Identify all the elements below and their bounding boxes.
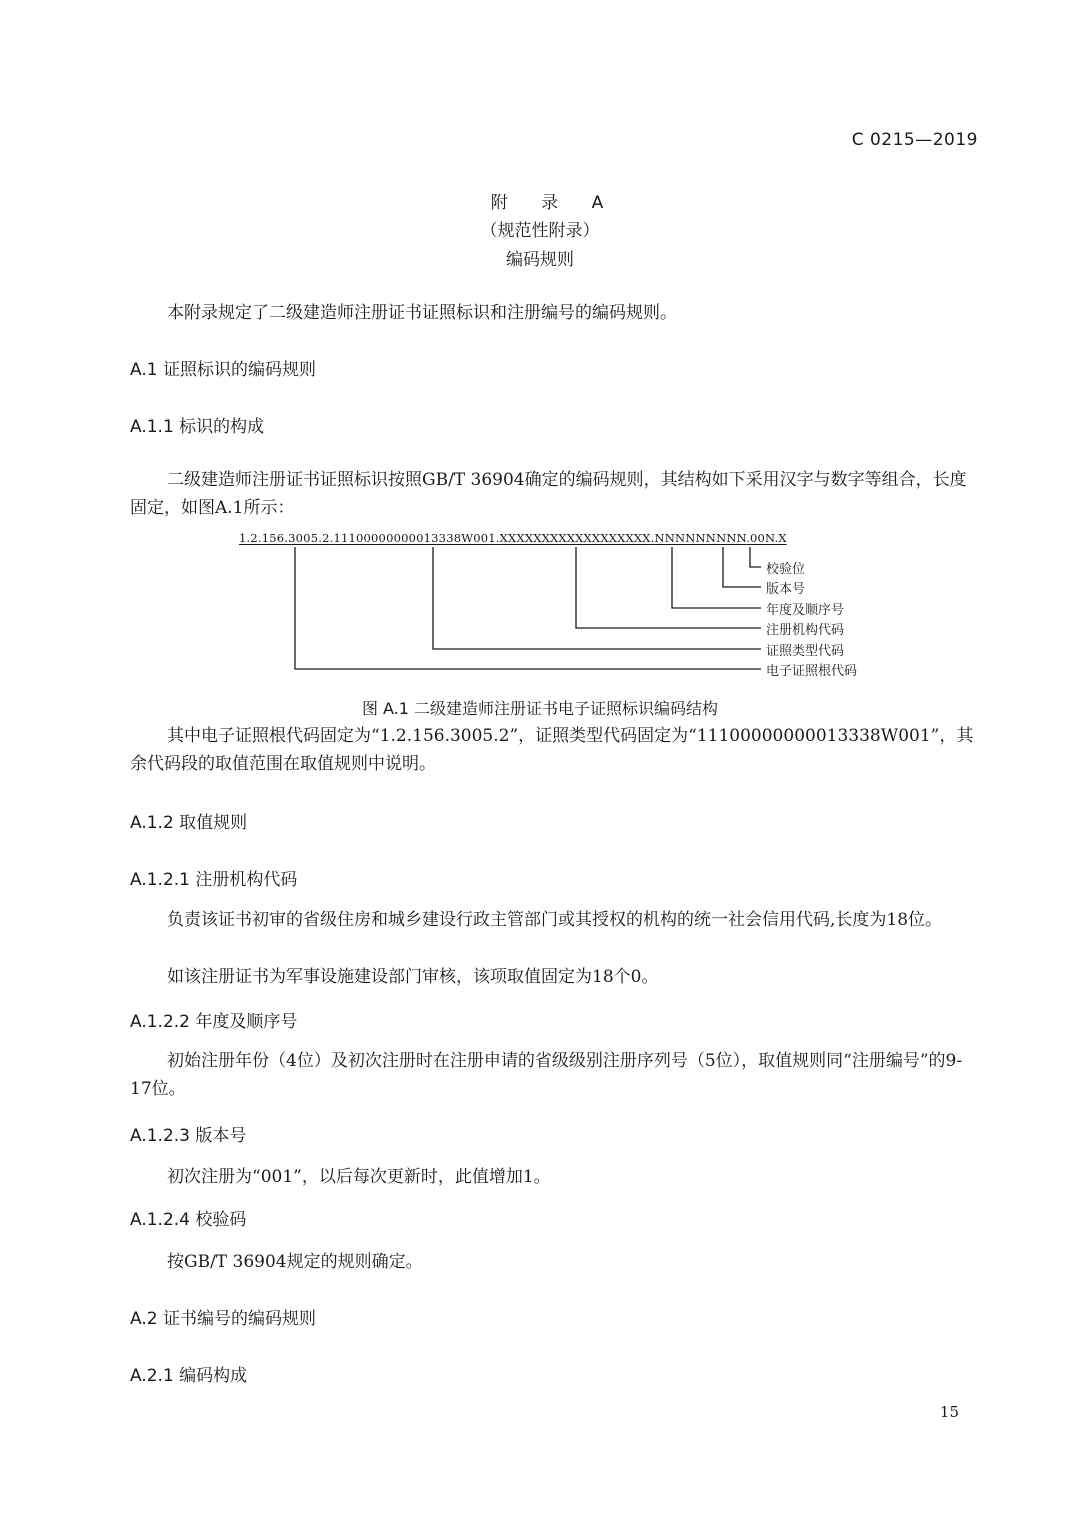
section-a1-2-heading: A.1.2 取值规则 — [130, 813, 248, 833]
intro-paragraph: 本附录规定了二级建造师注册证书证照标识和注册编号的编码规则。 — [167, 303, 677, 323]
label-org-code: 注册机构代码 — [766, 623, 845, 638]
label-type-code: 证照类型代码 — [766, 644, 845, 659]
document-code: C 0215—2019 — [851, 130, 978, 150]
code-org-segment: XXXXXXXXXXXXXXXXXX — [499, 531, 651, 545]
code-seq-segment: NNNNNNNNN — [654, 531, 747, 545]
label-version: 版本号 — [766, 582, 806, 597]
appendix-title: 附 录 A — [490, 193, 618, 213]
section-a1-2-1-paragraph1: 负责该证书初审的省级住房和城乡建设行政主管部门或其授权的机构的统一社会信用代码,长度为18位。 — [167, 910, 943, 930]
section-a1-2-2-heading: A.1.2.2 年度及顺序号 — [130, 1012, 298, 1032]
section-a1-2-2-paragraph: 初始注册年份（4位）及初次注册时在注册申请的省级级别注册序列号（5位），取值规则同“注册编号”的9-17位。 — [130, 1051, 963, 1099]
figure-connector-lines — [0, 0, 1080, 700]
page-number: 15 — [939, 1403, 959, 1421]
connector-org — [576, 547, 761, 628]
section-a1-1-paragraph: 二级建造师注册证书证照标识按照GB/T 36904确定的编码规则，其结构如下采用汉字与数字等组合，长度固定，如图A.1所示： — [130, 470, 967, 518]
code-check-segment: X — [778, 531, 787, 545]
connector-seq — [672, 547, 761, 608]
section-a1-heading: A.1 证照标识的编码规则 — [130, 360, 316, 380]
section-a1-1-explanation: 其中电子证照根代码固定为“1.2.156.3005.2”，证照类型代码固定为“11100000000013338W001”，其余代码段的取值范围在取值规则中说明。 — [130, 726, 974, 774]
code-root-segment: 1.2.156.3005.2 — [239, 531, 330, 545]
connector-root — [295, 547, 761, 669]
connector-version — [723, 547, 761, 587]
label-root-code: 电子证照根代码 — [766, 664, 858, 679]
code-separator: . — [746, 531, 750, 545]
section-a2-heading: A.2 证书编号的编码规则 — [130, 1309, 316, 1329]
section-a1-2-4-paragraph: 按GB/T 36904规定的规则确定。 — [167, 1252, 423, 1272]
code-version-segment: 00N — [750, 531, 775, 545]
code-type-segment: 11100000000013338W001 — [333, 531, 496, 545]
code-separator: . — [774, 531, 779, 545]
code-separator: . — [650, 531, 655, 545]
appendix-name: 编码规则 — [506, 250, 574, 270]
code-separator: . — [495, 531, 500, 545]
section-a2-1-heading: A.2.1 编码构成 — [130, 1366, 248, 1386]
section-a1-2-3-paragraph: 初次注册为“001”，以后每次更新时，此值增加1。 — [167, 1167, 551, 1187]
section-a1-2-4-heading: A.1.2.4 校验码 — [130, 1210, 247, 1230]
identifier-code-structure — [239, 531, 787, 545]
section-a1-2-1-heading: A.1.2.1 注册机构代码 — [130, 870, 298, 890]
appendix-subtitle: （规范性附录） — [480, 221, 600, 241]
label-check-digit: 校验位 — [766, 562, 806, 577]
section-a1-2-1-paragraph2: 如该注册证书为军事设施建设部门审核，该项取值固定为18个0。 — [167, 967, 659, 987]
code-separator: . — [329, 531, 334, 545]
label-year-seq: 年度及顺序号 — [766, 603, 845, 618]
section-a1-2-3-heading: A.1.2.3 版本号 — [130, 1126, 247, 1146]
section-a1-1-heading: A.1.1 标识的构成 — [130, 417, 265, 437]
connector-type — [433, 547, 761, 649]
connector-check — [750, 547, 761, 567]
figure-caption: 图 A.1 二级建造师注册证书电子证照标识编码结构 — [361, 699, 719, 718]
